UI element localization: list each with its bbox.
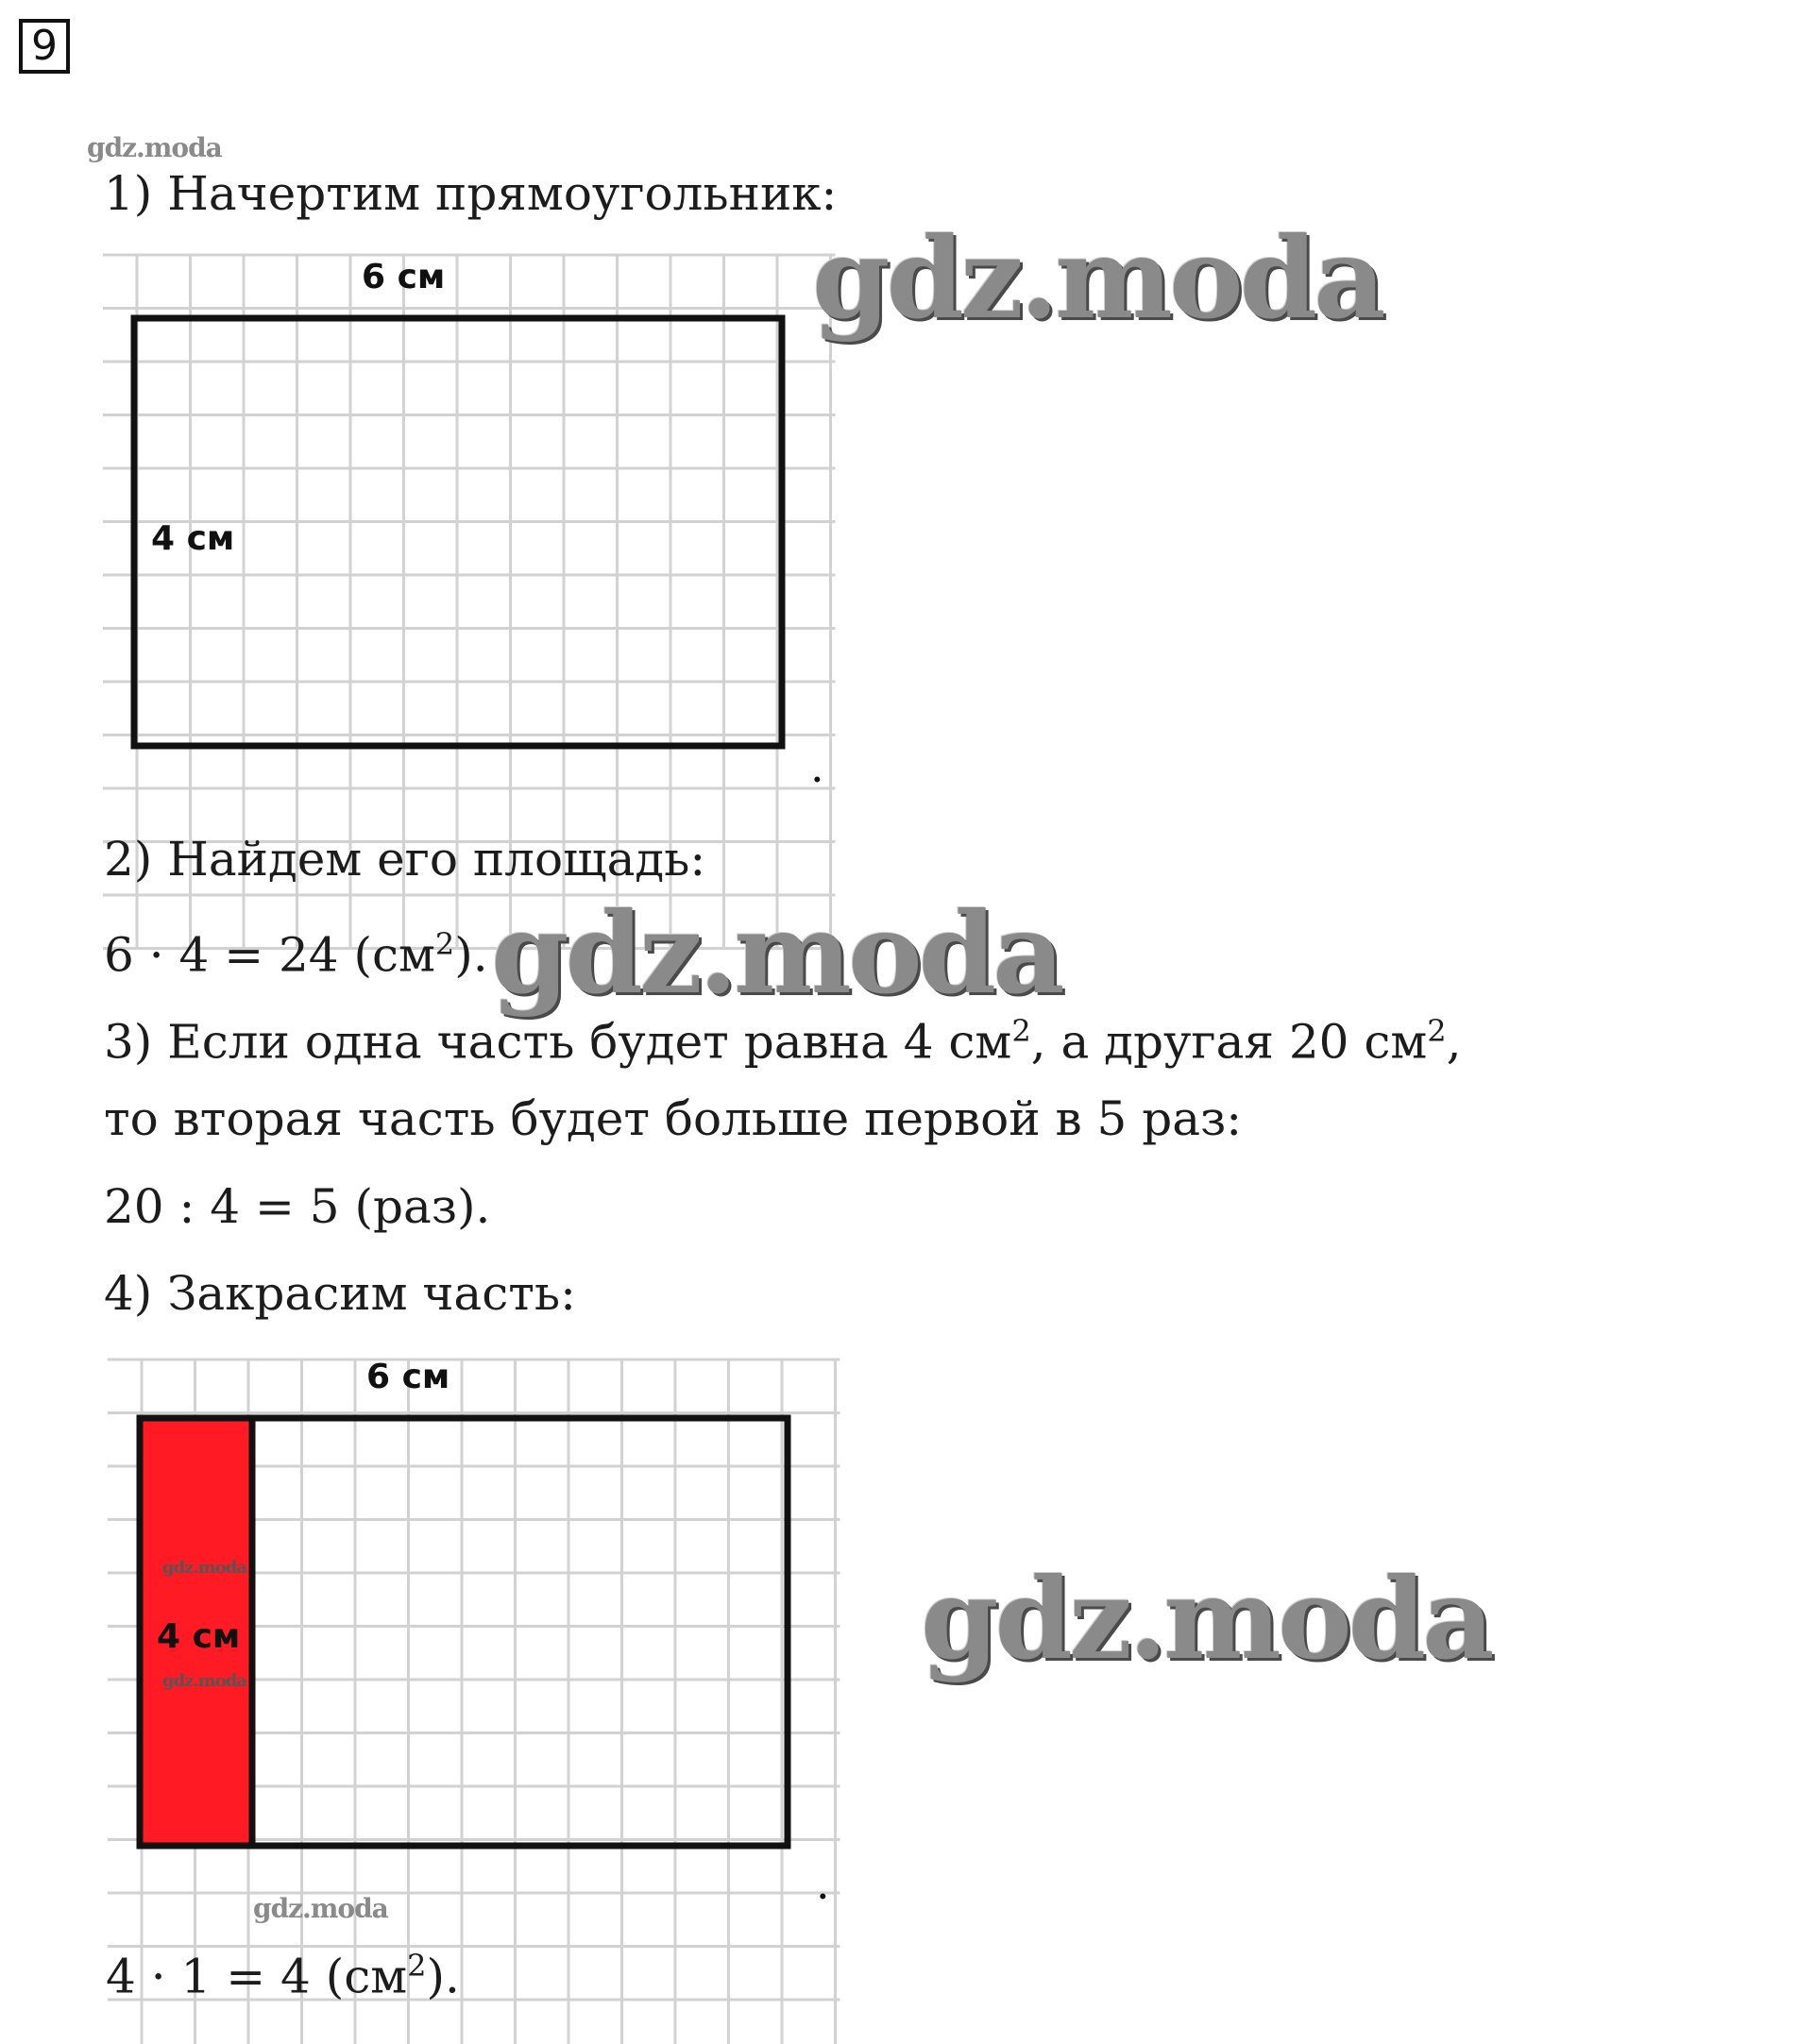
calc-area-24-expr: 6 · 4 = 24 (см (104, 927, 435, 983)
figure-1-height-label: 4 см (151, 519, 235, 558)
calc-area-4-sup: 2 (407, 1948, 427, 1984)
calc-area-24-tail: ). (454, 927, 488, 983)
step-3-text (104, 1003, 1462, 1071)
watermark-small-2: gdz.moda (253, 1893, 388, 1924)
figure-1-end-mark: . (810, 741, 824, 792)
calc-area-24-sup: 2 (434, 926, 455, 962)
figure-2-end-mark: . (816, 1858, 830, 1909)
watermark-small: gdz.moda (87, 132, 222, 163)
watermark-tiny-1: gdz.moda (162, 1558, 246, 1578)
calc-area-4 (106, 1937, 460, 2005)
figure-2-width-label: 6 см (366, 1358, 450, 1396)
calc-area-4-expr: 4 · 1 = 4 (см (106, 1949, 408, 2004)
watermark-large-3: gdz.moda (921, 1553, 1491, 1684)
step-3-part-a: 3) Если одна часть будет равна 4 см (104, 1014, 1012, 1070)
calc-area-24 (104, 916, 488, 984)
watermark-tiny-2: gdz.moda (162, 1671, 246, 1691)
step-3-part-b: , а другая 20 см (1030, 1014, 1428, 1070)
calc-ratio: 20 : 4 = 5 (раз). (104, 1179, 491, 1234)
watermark-large-2: gdz.moda (491, 887, 1061, 1019)
step-4-text: 4) Закрасим часть: (104, 1266, 576, 1321)
watermark-large-1: gdz.moda (812, 212, 1382, 344)
figure-2-height-label: 4 см (157, 1617, 241, 1656)
step-3-sup-2: 2 (1427, 1013, 1447, 1049)
step-3-continued: то вторая часть будет больше первой в 5 раз: (104, 1091, 1243, 1146)
step-1-text: 1) Начертим прямоугольник: (104, 166, 838, 221)
step-3-tail: , (1446, 1014, 1462, 1070)
calc-area-4-tail: ). (426, 1949, 460, 2004)
step-2-text: 2) Найдем его площадь: (104, 832, 706, 887)
figure-1-width-label: 6 см (362, 258, 446, 296)
step-3-sup-1: 2 (1011, 1013, 1031, 1049)
task-number: 9 (19, 19, 70, 74)
